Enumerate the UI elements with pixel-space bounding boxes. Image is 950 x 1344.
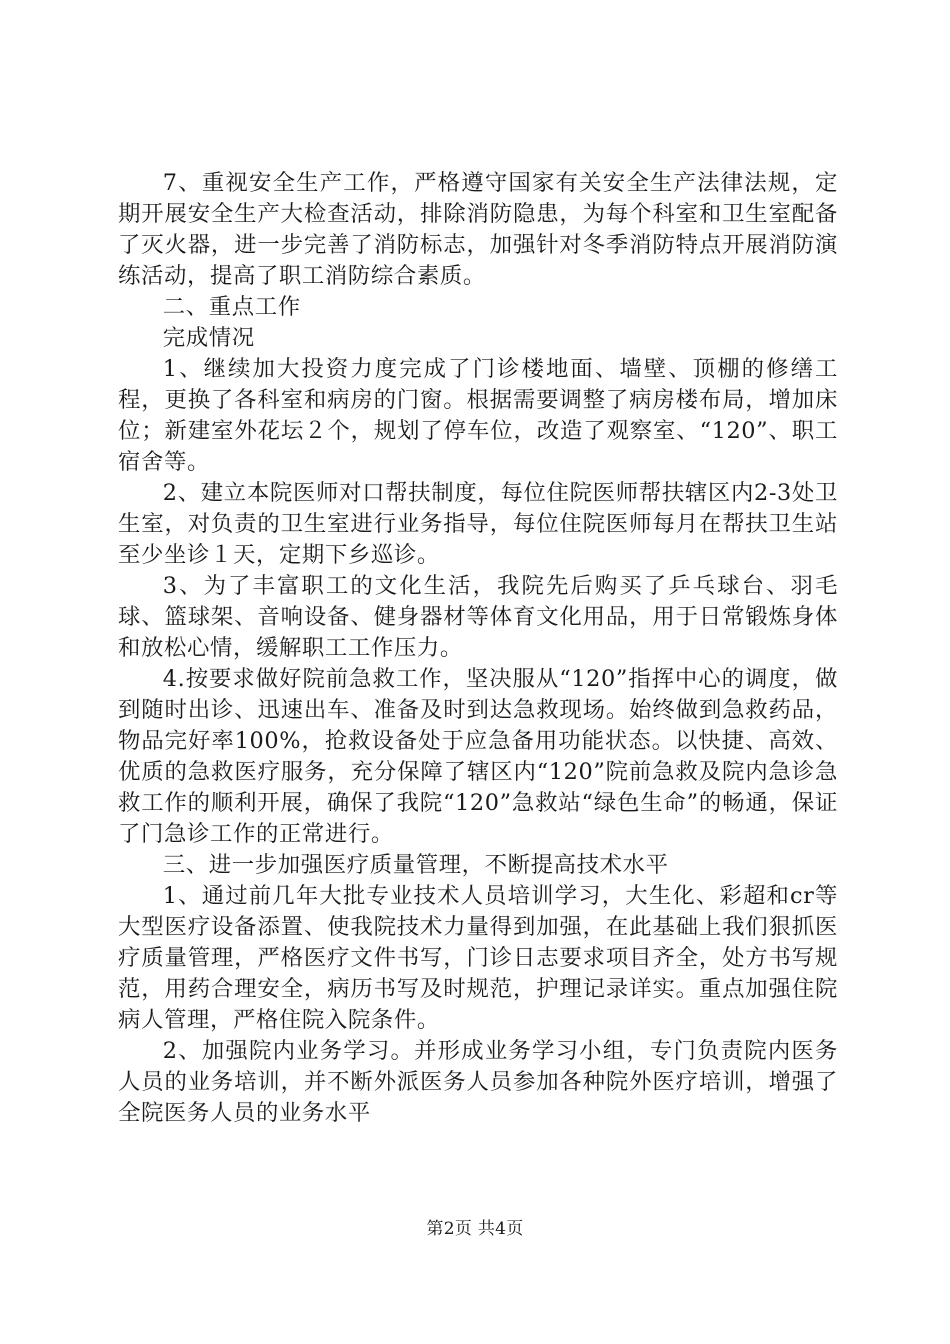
paragraph-physician-assistance: 2、建立本院医师对口帮扶制度，每位住院医师帮扶辖区内2-3处卫生室，对负责的卫生室进行业务指导，每位住院医师每月在帮扶卫生站至少坐诊１天，定期下乡巡诊。 xyxy=(118,480,838,568)
page-number-footer: 第2页 共4页 xyxy=(426,1219,524,1239)
paragraph-business-learning: 2、加强院内业务学习。并形成业务学习小组，专门负责院内医务人员的业务培训，并不断外派医务人员参加各种院外医疗培训，增强了全院医务人员的业务水平 xyxy=(118,1038,838,1126)
subheading-completion-status: 完成情况 xyxy=(162,325,255,351)
paragraph-emergency-rescue: 4.按要求做好院前急救工作，坚决服从“120”指挥中心的调度，做到随时出诊、迅速出车、准备及时到达急救现场。始终做到急救药品，物品完好率100%，抢救设备处于应急备用功能状态。以快捷、高效、优质的急救医疗服务，充分保障了辖区内“120”院前急救及院内急诊急救工作的顺利开展，确保了我院“120”急救站“绿色生命”的畅通，保证了门急诊工作的正常进行。 xyxy=(118,666,838,847)
section-heading-key-work: 二、重点工作 xyxy=(162,294,301,320)
paragraph-safety-production: 7、重视安全生产工作，严格遵守国家有关安全生产法律法规，定期开展安全生产大检查活动，排除消防隐患，为每个科室和卫生室配备了灭火器，进一步完善了消防标志，加强针对冬季消防特点开展消防演练活动，提高了职工消防综合素质。 xyxy=(118,170,838,289)
paragraph-cultural-life: 3、为了丰富职工的文化生活，我院先后购买了乒乓球台、羽毛球、篮球架、音响设备、健身器材等体育文化用品，用于日常锻炼身体和放松心情，缓解职工工作压力。 xyxy=(118,573,838,661)
section-heading-quality-management: 三、进一步加强医疗质量管理，不断提高技术水平 xyxy=(162,852,669,878)
document-body xyxy=(118,168,838,1129)
paragraph-renovation: 1、继续加大投资力度完成了门诊楼地面、墙壁、顶棚的修缮工程，更换了各科室和病房的门窗。根据需要调整了病房楼布局，增加床位；新建室外花坛２个，规划了停车位，改造了观察室、“120”、职工宿舍等。 xyxy=(118,356,838,475)
paragraph-medical-quality: 1、通过前几年大批专业技术人员培训学习，大生化、彩超和cr等大型医疗设备添置、使我院技术力量得到加强，在此基础上我们狠抓医疗质量管理，严格医疗文件书写，门诊日志要求项目齐全，处方书写规范，用药合理安全，病历书写及时规范，护理记录详实。重点加强住院病人管理，严格住院入院条件。 xyxy=(118,883,838,1033)
